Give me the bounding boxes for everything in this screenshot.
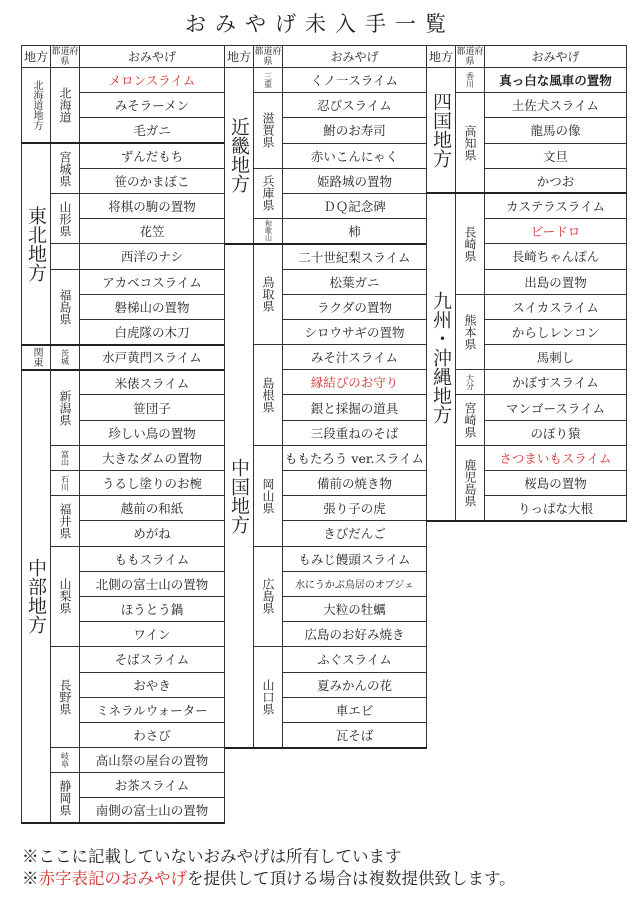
souvenir-item: みそラーメン bbox=[80, 93, 225, 118]
header-item: おみやげ bbox=[80, 46, 225, 68]
prefecture-label: 富山 bbox=[51, 445, 80, 470]
prefecture-label: 長崎県 bbox=[456, 193, 485, 294]
prefecture-label: 宮城県 bbox=[51, 143, 80, 193]
prefecture-label: 香川 bbox=[456, 68, 485, 93]
table-row bbox=[22, 193, 225, 218]
table-row bbox=[427, 193, 627, 218]
souvenir-item: お茶スライム bbox=[80, 773, 225, 798]
souvenir-item: 鮒のお寿司 bbox=[283, 118, 427, 143]
header-item: おみやげ bbox=[283, 46, 427, 68]
header-region: 地方 bbox=[427, 46, 456, 68]
souvenir-item: そばスライム bbox=[80, 647, 225, 672]
souvenir-item: ももスライム bbox=[80, 546, 225, 571]
souvenir-item: 笹のかまぼこ bbox=[80, 168, 225, 193]
note-owned: ※ここに記載していないおみやげは所有しています bbox=[22, 847, 402, 866]
prefecture-label: 山口県 bbox=[254, 647, 283, 748]
souvenir-item: 松葉ガニ bbox=[283, 269, 427, 294]
prefecture-label: 島根県 bbox=[254, 345, 283, 446]
souvenir-item: 広島のお好み焼き bbox=[283, 622, 427, 647]
souvenir-item: りっぱな大根 bbox=[485, 496, 627, 521]
souvenir-item: 水戸黄門スライム bbox=[80, 345, 225, 370]
prefecture-label: 岐阜 bbox=[51, 748, 80, 773]
souvenir-item: かぼすスライム bbox=[485, 370, 627, 395]
note-red-items bbox=[22, 868, 622, 890]
souvenir-item: おやき bbox=[80, 672, 225, 697]
prefecture-label: 高知県 bbox=[456, 93, 485, 194]
prefecture-label: 熊本県 bbox=[456, 294, 485, 370]
souvenir-item: 夏みかんの花 bbox=[283, 672, 427, 697]
region-label: 関東 bbox=[22, 345, 51, 370]
souvenir-item: 車エビ bbox=[283, 697, 427, 722]
souvenir-item: ＤＱ記念碑 bbox=[283, 193, 427, 218]
prefecture-label: 北海道 bbox=[51, 68, 80, 144]
souvenir-item: 馬刺し bbox=[485, 345, 627, 370]
souvenir-item: ずんだもち bbox=[80, 143, 225, 168]
table-row bbox=[225, 68, 427, 93]
souvenir-item: 笹団子 bbox=[80, 395, 225, 420]
prefecture-label: 福島県 bbox=[51, 269, 80, 345]
souvenir-item: からしレンコン bbox=[485, 319, 627, 344]
souvenir-item: カステラスライム bbox=[485, 193, 627, 218]
souvenir-item: 西洋のナシ bbox=[80, 244, 225, 269]
souvenir-item: アカベコスライム bbox=[80, 269, 225, 294]
table-row bbox=[22, 647, 225, 672]
souvenir-item: 張り子の虎 bbox=[283, 496, 427, 521]
souvenir-item: 文旦 bbox=[485, 143, 627, 168]
table-row bbox=[22, 471, 225, 496]
note-mark: ※ bbox=[22, 869, 39, 888]
prefecture-label: 鳥取県 bbox=[254, 244, 283, 345]
souvenir-item: マンゴースライム bbox=[485, 395, 627, 420]
table-row bbox=[22, 244, 225, 269]
table-row bbox=[225, 244, 427, 269]
table-row bbox=[22, 269, 225, 294]
souvenir-item: ビードロ bbox=[485, 219, 627, 244]
note-suffix: を提供して頂ける場合は複数提供致します。 bbox=[187, 869, 516, 888]
souvenir-item: めがね bbox=[80, 521, 225, 546]
souvenir-item: 高山祭の屋台の置物 bbox=[80, 748, 225, 773]
souvenir-item: 赤いこんにゃく bbox=[283, 143, 427, 168]
souvenir-item: 備前の焼き物 bbox=[283, 471, 427, 496]
souvenir-item: ふぐスライム bbox=[283, 647, 427, 672]
souvenir-item: 花笠 bbox=[80, 219, 225, 244]
souvenir-item: 北側の富士山の置物 bbox=[80, 571, 225, 596]
region-label: 北海道地方 bbox=[22, 68, 51, 144]
souvenir-item: きびだんご bbox=[283, 521, 427, 546]
table-row bbox=[22, 496, 225, 521]
note-red-label: 赤字表記のおみやげ bbox=[38, 869, 187, 888]
header-region: 地方 bbox=[22, 46, 51, 68]
souvenir-item: スイカスライム bbox=[485, 294, 627, 319]
prefecture-label: 静岡県 bbox=[51, 773, 80, 823]
souvenir-item: うるし塗りのお椀 bbox=[80, 471, 225, 496]
souvenir-item: 銀と採掘の道具 bbox=[283, 395, 427, 420]
souvenir-item: みそ汁スライム bbox=[283, 345, 427, 370]
souvenir-item: 柿 bbox=[283, 219, 427, 244]
souvenir-item: 南側の富士山の置物 bbox=[80, 798, 225, 823]
souvenir-item: ラクダの置物 bbox=[283, 294, 427, 319]
table-row bbox=[22, 143, 225, 168]
table-row bbox=[225, 219, 427, 244]
souvenir-item: 瓦そば bbox=[283, 722, 427, 747]
prefecture-label: 三重 bbox=[254, 68, 283, 93]
region-label: 中国地方 bbox=[225, 244, 254, 748]
prefecture-label: 長野県 bbox=[51, 647, 80, 748]
souvenir-item: 大きなダムの置物 bbox=[80, 445, 225, 470]
prefecture-label: 岡山県 bbox=[254, 445, 283, 546]
souvenir-item: 米俵スライム bbox=[80, 370, 225, 395]
header-pref: 都道府県 bbox=[254, 46, 282, 67]
notes bbox=[22, 846, 622, 890]
table-row bbox=[22, 370, 225, 395]
souvenir-item: ワイン bbox=[80, 622, 225, 647]
souvenir-item: 珍しい鳥の置物 bbox=[80, 420, 225, 445]
region-label: 四国地方 bbox=[427, 68, 456, 194]
region-label: 九州・沖縄地方 bbox=[427, 193, 456, 520]
prefecture-label bbox=[51, 244, 80, 269]
prefecture-label: 石川 bbox=[51, 471, 80, 496]
region-label: 近畿地方 bbox=[225, 68, 254, 244]
souvenir-item: 水にうかぶ鳥居のオブジェ bbox=[283, 571, 427, 596]
souvenir-item: ももたろう ver.スライム bbox=[283, 445, 427, 470]
prefecture-label: 滋賀県 bbox=[254, 93, 283, 169]
table-row bbox=[225, 93, 427, 118]
souvenir-item: シロウサギの置物 bbox=[283, 319, 427, 344]
prefecture-label: 茨城 bbox=[51, 345, 80, 370]
table-row bbox=[22, 345, 225, 370]
souvenir-item: かつお bbox=[485, 168, 627, 193]
prefecture-label: 鹿児島県 bbox=[456, 445, 485, 521]
table-row bbox=[22, 445, 225, 470]
prefecture-label: 山梨県 bbox=[51, 546, 80, 647]
header-pref: 都道府県 bbox=[456, 46, 484, 67]
table-row bbox=[225, 168, 427, 193]
table-row bbox=[427, 395, 627, 420]
prefecture-label: 新潟県 bbox=[51, 370, 80, 446]
souvenir-item: 大粒の牡蠣 bbox=[283, 596, 427, 621]
souvenir-item: メロンスライム bbox=[80, 68, 225, 93]
souvenir-item: くノ一スライム bbox=[283, 68, 427, 93]
souvenir-item: 真っ白な風車の置物 bbox=[485, 68, 627, 93]
souvenir-item: 磐梯山の置物 bbox=[80, 294, 225, 319]
souvenir-item: 龍馬の像 bbox=[485, 118, 627, 143]
souvenir-item: 三段重ねのそば bbox=[283, 420, 427, 445]
souvenir-item: 土佐犬スライム bbox=[485, 93, 627, 118]
table-row bbox=[427, 445, 627, 470]
table-row bbox=[427, 294, 627, 319]
souvenir-item: 白虎隊の木刀 bbox=[80, 319, 225, 344]
souvenir-item: 姫路城の置物 bbox=[283, 168, 427, 193]
souvenir-item: もみじ饅頭スライム bbox=[283, 546, 427, 571]
prefecture-label: 兵庫県 bbox=[254, 168, 283, 218]
souvenir-item: 出島の置物 bbox=[485, 269, 627, 294]
souvenir-item: 縁結びのお守り bbox=[283, 370, 427, 395]
region-label: 中部地方 bbox=[22, 370, 51, 823]
souvenir-item: 桜島の置物 bbox=[485, 471, 627, 496]
souvenir-table-southwest bbox=[426, 45, 627, 522]
souvenir-item: わさび bbox=[80, 722, 225, 747]
prefecture-label: 山形県 bbox=[51, 193, 80, 243]
table-row bbox=[225, 445, 427, 470]
table-row bbox=[427, 68, 627, 93]
prefecture-label: 宮崎県 bbox=[456, 395, 485, 445]
prefecture-label: 和歌山 bbox=[254, 219, 283, 244]
table-row bbox=[225, 647, 427, 672]
souvenir-item: ミネラルウォーター bbox=[80, 697, 225, 722]
souvenir-item: 二十世紀梨スライム bbox=[283, 244, 427, 269]
table-row bbox=[22, 748, 225, 773]
table-row bbox=[225, 345, 427, 370]
souvenir-table-east bbox=[21, 45, 225, 824]
header-item: おみやげ bbox=[485, 46, 627, 68]
souvenir-item: さつまいもスライム bbox=[485, 445, 627, 470]
table-row bbox=[427, 370, 627, 395]
prefecture-label: 大分 bbox=[456, 370, 485, 395]
souvenir-item: 忍びスライム bbox=[283, 93, 427, 118]
table-row bbox=[225, 546, 427, 571]
prefecture-label: 福井県 bbox=[51, 496, 80, 546]
prefecture-label: 広島県 bbox=[254, 546, 283, 647]
page-title: おみやげ未入手一覧 bbox=[185, 12, 455, 36]
region-label: 東北地方 bbox=[22, 143, 51, 345]
souvenir-item: 毛ガニ bbox=[80, 118, 225, 143]
table-row bbox=[22, 546, 225, 571]
souvenir-item: 長崎ちゃんぽん bbox=[485, 244, 627, 269]
souvenir-item: 将棋の駒の置物 bbox=[80, 193, 225, 218]
souvenir-item: ほうとう鍋 bbox=[80, 596, 225, 621]
table-row bbox=[22, 773, 225, 798]
header-pref: 都道府県 bbox=[51, 46, 79, 67]
souvenir-item: のぼり猿 bbox=[485, 420, 627, 445]
souvenir-item: 越前の和紙 bbox=[80, 496, 225, 521]
souvenir-table-west bbox=[224, 45, 427, 749]
table-row bbox=[427, 93, 627, 118]
table-row bbox=[22, 68, 225, 93]
header-region: 地方 bbox=[225, 46, 254, 68]
